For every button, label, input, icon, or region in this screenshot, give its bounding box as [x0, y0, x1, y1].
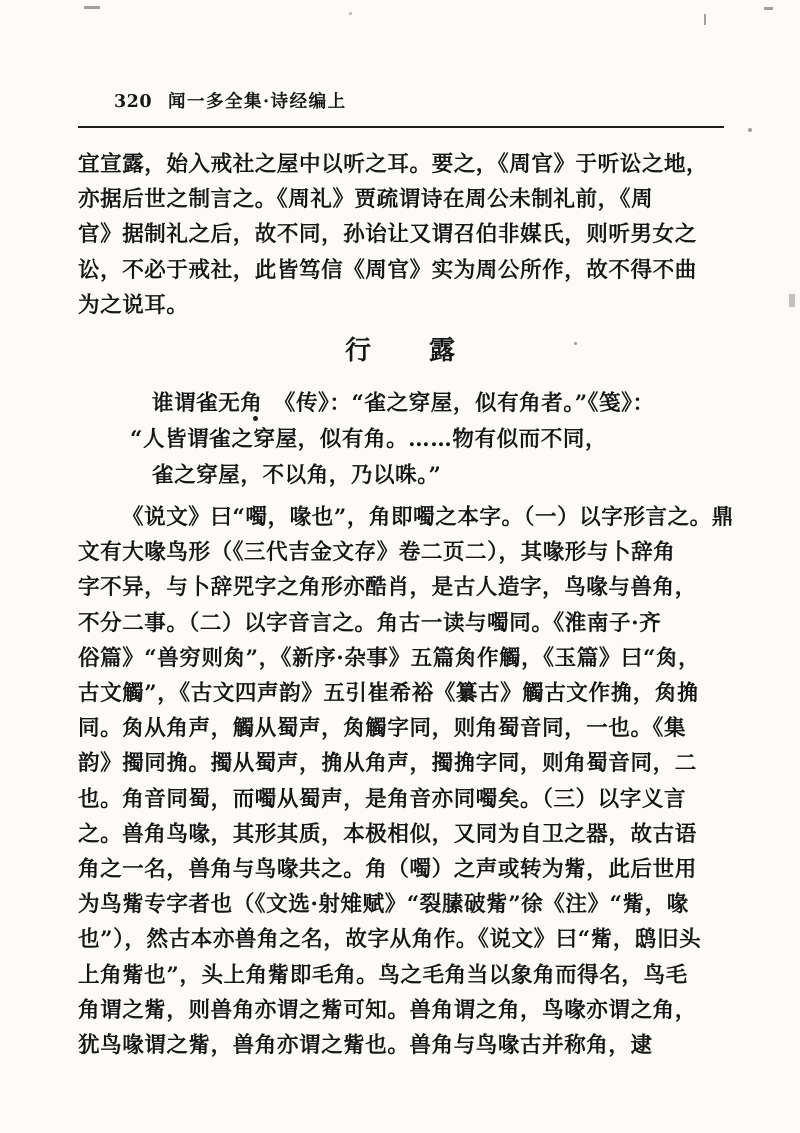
text-line: 亦据后世之制言之。《周礼》贾疏谓诗在周公未制礼前，《周: [78, 187, 654, 213]
text-line: 之。兽角鸟喙，其形其质，本极相似，又同为自卫之器，故古语: [78, 821, 697, 847]
scan-artifact: [349, 12, 352, 15]
text-line: 古文觸”，《古文四声韵》五引崔希裕《纂古》觸古文作捔，𧢲捔: [78, 681, 700, 707]
page-content: [78, 88, 734, 1063]
text-line: 俗篇》“兽穷则𧢲”，《新序·杂事》五篇𧢲作觸，《玉篇》曰“𧢲，: [78, 645, 701, 671]
commentary-paragraph: [78, 500, 734, 1063]
text-line: 讼，不必于戒社，此皆笃信《周官》实为周公所作，故不得不曲: [78, 257, 697, 283]
text-line: 官》据制礼之后，故不同，孙诒让又谓召伯非媒氏，则听男女之: [78, 222, 697, 248]
text-line: 文有大喙鸟形（《三代吉金文存》卷二页二），其喙形与卜辞角: [78, 540, 676, 566]
text-line: 犹鸟喙谓之觜，兽角亦谓之觜也。兽角与鸟喙古并称角，逮: [78, 1033, 653, 1059]
text-line: 同。𧢲从角声，觸从蜀声，𧢲觸字同，则角蜀音同，一也。《集: [78, 716, 687, 742]
text-line: 《说文》曰“噣，喙也”，角即噣之本字。（一）以字形言之。鼎: [122, 505, 734, 531]
section-title: 行 露: [344, 336, 457, 367]
text-line: 上角觜也”，头上角觜即毛角。鸟之毛角当以象角而得名，鸟毛: [78, 962, 688, 988]
emphasis-dot: [253, 416, 258, 421]
text-line: 角之一名，兽角与鸟喙共之。角（噣）之声或转为觜，此后世用: [78, 857, 697, 883]
scan-artifact: [704, 14, 706, 25]
text-line: 宜宣露，始入戒社之屋中以听之耳。要之，《周官》于听讼之地，: [78, 152, 709, 177]
header-rule: [78, 126, 724, 128]
text-line: 谁谓雀无角 《传》：“雀之穿屋，似有角者。”《笺》：: [152, 391, 655, 417]
scan-artifact: [748, 128, 752, 132]
entry-quote: [78, 386, 724, 494]
page-number: 320: [114, 92, 153, 112]
scan-artifact: [789, 294, 795, 307]
text-line: “人皆谓雀之穿屋，似有角。……物有似而不同，: [130, 427, 608, 453]
scan-artifact: [84, 6, 100, 9]
text-line: 字不异，与卜辞兕字之角形亦酷肖，是古人造字，鸟喙与兽角，: [78, 575, 697, 601]
text-line: 为之说耳。: [78, 292, 189, 318]
text-line: 雀之穿屋，不以角，乃以咮。”: [152, 463, 442, 489]
book-title: 闻一多全集·诗经编上: [168, 92, 347, 112]
scan-artifact: [764, 7, 773, 10]
text-line: 也。角音同蜀，而噣从蜀声，是角音亦同噣矣。（三）以字义言: [78, 786, 687, 812]
text-line: 角谓之觜，则兽角亦谓之觜可知。兽角谓之角，鸟喙亦谓之角，: [78, 997, 697, 1023]
text-line: 为鸟觜专字者也（《文选·射雉赋》“裂膆破觜”徐《注》“觜，喙: [78, 892, 689, 918]
running-header: [78, 88, 724, 113]
text-line: 也”），然古本亦兽角之名，故字从角作。《说文》曰“觜，鸱旧头: [78, 927, 702, 953]
text-line: 韵》擉同捔。擉从蜀声，捔从角声，擉捔字同，则角蜀音同，二: [78, 751, 697, 777]
text-line: 不分二事。（二）以字音言之。角古一读与噣同。《淮南子·齐: [78, 610, 662, 636]
intro-paragraph: [78, 147, 724, 323]
